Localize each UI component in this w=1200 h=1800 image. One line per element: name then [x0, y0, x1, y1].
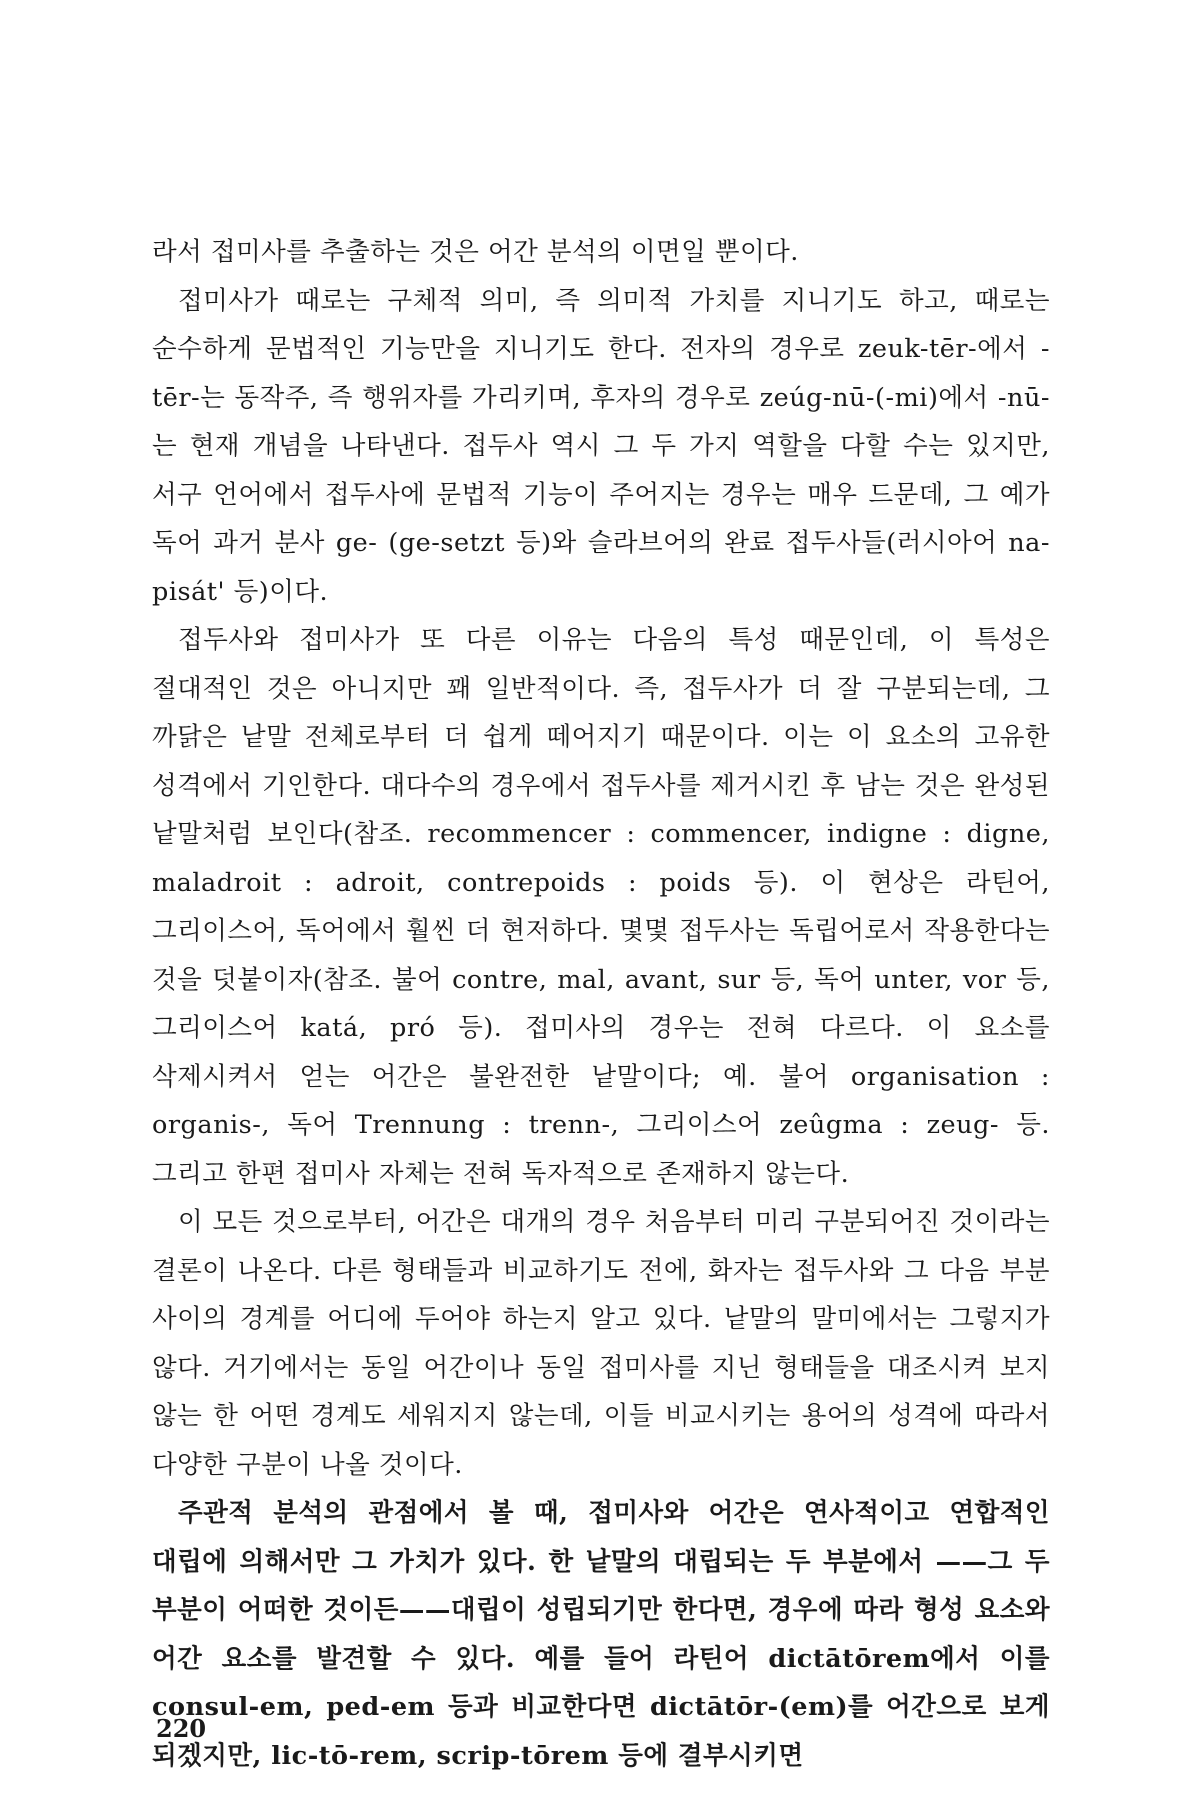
paragraph-4: 이 모든 것으로부터, 어간은 대개의 경우 처음부터 미리 구분되어진 것이라는 결론이 나온다. 다른 형태들과 비교하기도 전에, 화자는 접두사와 그 다음 부분 사이의 경계를 어디에 두어야 하는지 알고 있다. 낱말의 말미에서는 그렇지가 않다. 거기에서는 동일 어간이나 동일 접미사를 지닌 형태들을 대조시켜 보지 않는 한 어떤 경계도 세워지지 않는데, 이들 비교시키는 용어의 성격에 따라서 다양한 구분이 나올 것이다.	[152, 1207, 1050, 1480]
paragraph-5: 주관적 분석의 관점에서 볼 때, 접미사와 어간은 연사적이고 연합적인 대립에 의해서만 그 가치가 있다. 한 낱말의 대립되는 두 부분에서 ——그 두 부분이 어떠한 것이든——대립이 성립되기만 한다면, 경우에 따라 형성 요소와 어간 요소를 발견할 수 있다. 예를 들어 라틴어 dictātōrem에서 이를 consul-em, ped-em 등과 비교한다면 dictātōr-(em)를 어간으로 보게 되겠지만, lic-tō-rem, scrip-tōrem 등에 결부시키면	[152, 1498, 1050, 1771]
paragraph-1: 라서 접미사를 추출하는 것은 어간 분석의 이면일 뿐이다.	[152, 237, 799, 267]
paragraph-2: 접미사가 때로는 구체적 의미, 즉 의미적 가치를 지니기도 하고, 때로는 순수하게 문법적인 기능만을 지니기도 한다. 전자의 경우로 zeuk-tēr-에서 -tēr-는 동작주, 즉 행위자를 가리키며, 후자의 경우로 zeúg-nū-(-mi)에서 -nū-는 현재 개념을 나타낸다. 접두사 역시 그 두 가지 역할을 다할 수는 있지만, 서구 언어에서 접두사에 문법적 기능이 주어지는 경우는 매우 드문데, 그 예가 독어 과거 분사 ge- (ge-setzt 등)와 슬라브어의 완료 접두사들(러시아어 na-pisát' 등)이다.	[152, 285, 1050, 607]
page-number: 220	[156, 1714, 207, 1743]
paragraph-3: 접두사와 접미사가 또 다른 이유는 다음의 특성 때문인데, 이 특성은 절대적인 것은 아니지만 꽤 일반적이다. 즉, 접두사가 더 잘 구분되는데, 그 까닭은 낱말 전체로부터 더 쉽게 떼어지기 때문이다. 이는 이 요소의 고유한 성격에서 기인한다. 대다수의 경우에서 접두사를 제거시킨 후 남는 것은 완성된 낱말처럼 보인다(참조. recommencer : commencer, indigne : digne, maladroit : adroit, contrepoids : poids 등). 이 현상은 라틴어, 그리이스어, 독어에서 훨씬 더 현저하다. 몇몇 접두사는 독립어로서 작용한다는 것을 덧붙이자(참조. 불어 contre, mal, avant, sur 등, 독어 unter, vor 등, 그리이스어 katá, pró 등). 접미사의 경우는 전혀 다르다. 이 요소를 삭제시켜서 얻는 어간은 불완전한 낱말이다; 예. 불어 organisation : organis-, 독어 Trennung : trenn-, 그리이스어 zeûgma : zeug- 등. 그리고 한편 접미사 자체는 전혀 독자적으로 존재하지 않는다.	[152, 625, 1050, 1189]
body-text	[152, 228, 1050, 1780]
